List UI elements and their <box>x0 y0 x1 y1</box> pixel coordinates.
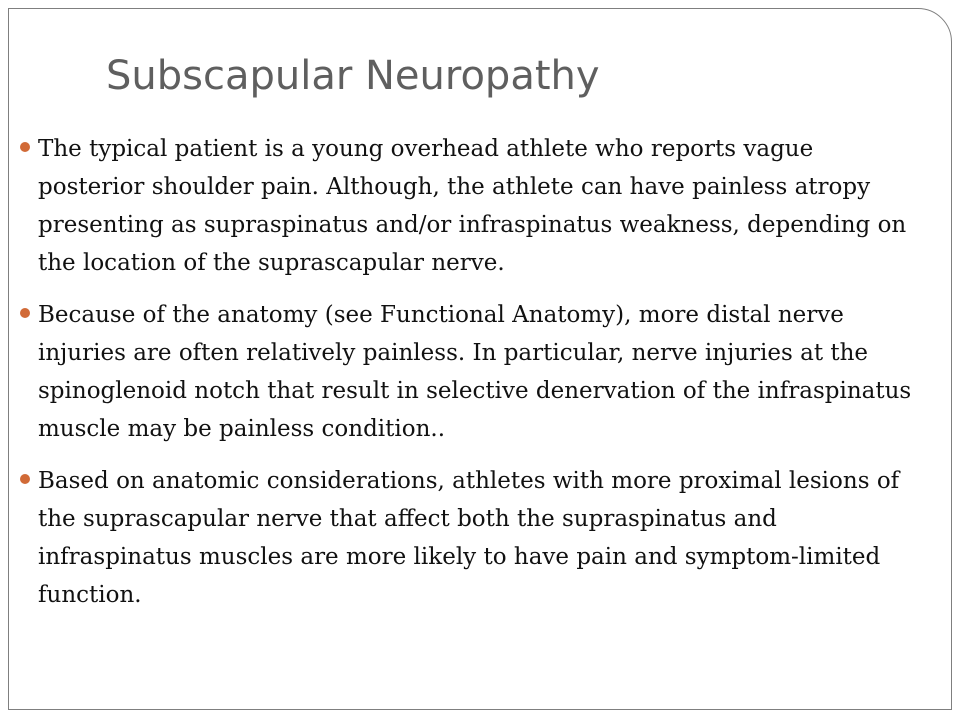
bullet-list <box>0 130 960 628</box>
bullet-item <box>0 462 960 614</box>
bullet-text: Based on anatomic considerations, athletes with more proximal lesions of the suprascapular nerve that affect both the supraspinatus and infraspinatus muscles are more likely to have pain and symptom-limited function. <box>38 468 900 608</box>
bullet-dot-icon <box>20 308 30 318</box>
slide-title: Subscapular Neuropathy <box>106 53 600 99</box>
bullet-item <box>0 296 960 448</box>
bullet-text: Because of the anatomy (see Functional Anatomy), more distal nerve injuries are often relatively painless. In particular, nerve injuries at the spinoglenoid notch that result in selective denervation of the infraspinatus muscle may be painless condition.. <box>38 302 912 442</box>
bullet-dot-icon <box>20 142 30 152</box>
bullet-text: The typical patient is a young overhead athlete who reports vague posterior shoulder pain. Although, the athlete can have painless atropy presenting as supraspinatus and/or infraspinatus weakness, depending on the location of the suprascapular nerve. <box>38 136 907 276</box>
bullet-dot-icon <box>20 474 30 484</box>
bullet-item <box>0 130 960 282</box>
